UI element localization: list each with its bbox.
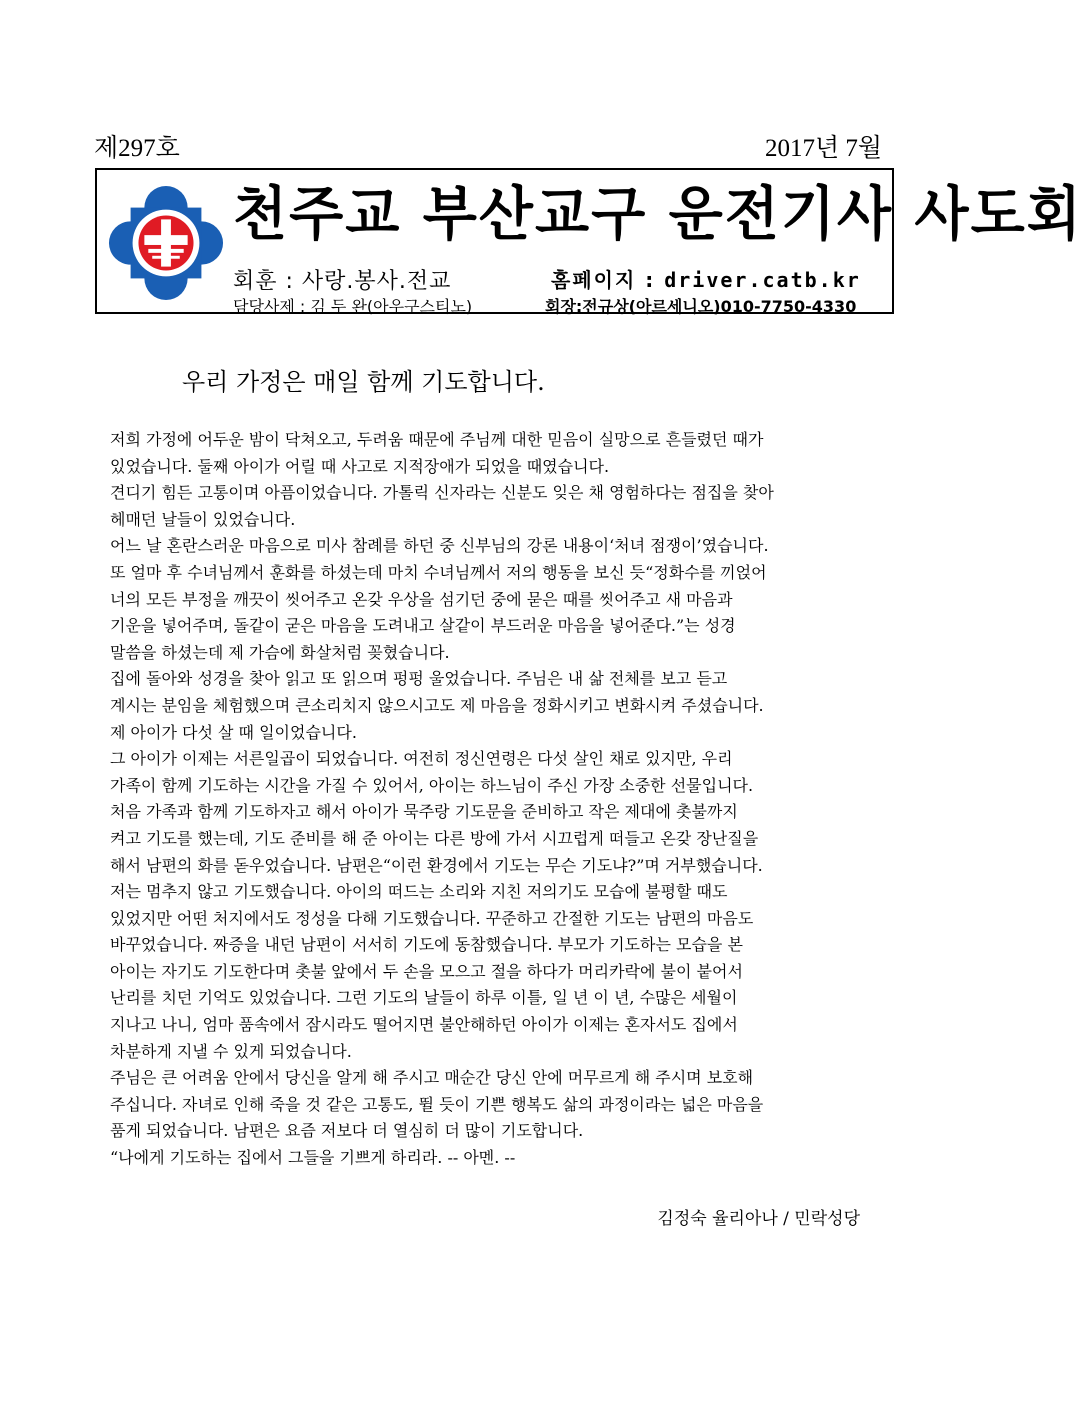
body-line: 바꾸었습니다. 짜증을 내던 남편이 서서히 기도에 동참했습니다. 부모가 기도하는 모습을 본 [110,935,743,955]
body-line: 너의 모든 부정을 깨끗이 씻어주고 온갖 우상을 섬기던 중에 묻은 때를 씻어주고 새 마음과 [110,589,733,609]
chaplain-priest: 담당사제 : 김 두 완(아우구스티노) [233,297,473,316]
body-line: 헤매던 날들이 있었습니다. [110,509,296,529]
motto: 회훈 : 사랑.봉사.전교 [233,269,452,294]
body-line: 기운을 넣어주며, 돌같이 굳은 마음을 도려내고 살같이 부드러운 마음을 넣어준다.”는 성경 [110,616,736,636]
homepage [551,264,861,293]
body-line: 주십니다. 자녀로 인해 죽을 것 같은 고통도, 뛸 듯이 기쁜 행복도 삶의 과정이라는 넓은 마음을 [110,1094,764,1114]
body-line: 견디기 힘든 고통이며 아픔이었습니다. 가톨릭 신자라는 신분도 잊은 채 영험하다는 점집을 찾아 [110,483,774,503]
body-line: 품게 되었습니다. 남편은 요즘 저보다 더 열심히 더 많이 기도합니다. [110,1121,584,1141]
body-line: 아이는 자기도 기도한다며 촛불 앞에서 두 손을 모으고 절을 하다가 머리카락에 불이 붙어서 [110,961,743,981]
body-line: 처음 가족과 함께 기도하자고 해서 아이가 묵주랑 기도문을 준비하고 작은 제대에 촛불까지 [110,802,738,822]
body-line: 켜고 기도를 했는데, 기도 준비를 해 준 아이는 다른 방에 가서 시끄럽게 떠들고 온갖 장난질을 [110,828,759,848]
body-line: 있었습니다. 둘째 아이가 어릴 때 사고로 지적장애가 되었을 때였습니다. [110,456,610,476]
body-line: 있었지만 어떤 처지에서도 정성을 다해 기도했습니다. 꾸준하고 간절한 기도는 남편의 마음도 [110,908,754,928]
article-title: 우리 가정은 매일 함께 기도합니다. [182,368,545,396]
organization-title: 천주교 부산교구 운전기사 사도회 [233,180,1083,249]
church-cross-logo-icon [107,184,225,302]
homepage-label: 홈페이지 : [551,268,656,292]
body-line: “나에게 기도하는 집에서 그들을 기쁘게 하리라. -- 아멘. -- [110,1148,516,1168]
body-line: 제 아이가 다섯 살 때 일이었습니다. [110,722,357,742]
homepage-link[interactable]: driver.catb.kr [664,268,861,292]
body-line: 또 얼마 후 수녀님께서 훈화를 하셨는데 마치 수녀님께서 저의 행동을 보신 듯“정화수를 끼얹어 [110,562,767,582]
staff-row [233,294,888,314]
issue-header [94,128,882,160]
body-line: 차분하게 지낼 수 있게 되었습니다. [110,1041,352,1061]
body-line: 그 아이가 이제는 서른일곱이 되었습니다. 여전히 정신연령은 다섯 살인 채로 있지만, 우리 [110,749,733,769]
author-signature: 김정숙 율리아나 / 민락성당 [657,1209,860,1229]
body-line: 해서 남편의 화를 돋우었습니다. 남편은“이런 환경에서 기도는 무슨 기도냐?”며 거부했습니다. [110,855,763,875]
body-line: 계시는 분임을 체험했으며 큰소리치지 않으시고도 제 마음을 정화시키고 변화시켜 주셨습니다. [110,695,764,715]
article-body [110,427,850,1172]
motto-row [233,264,888,294]
body-line: 말씀을 하셨는데 제 가슴에 화살처럼 꽂혔습니다. [110,642,450,662]
body-line: 지나고 나니, 엄마 품속에서 잠시라도 떨어지면 불안해하던 아이가 이제는 혼자서도 집에서 [110,1015,738,1035]
body-line: 주님은 큰 어려움 안에서 당신을 알게 해 주시고 매순간 당신 안에 머무르게 해 주시며 보호해 [110,1068,754,1088]
masthead [95,168,1083,316]
body-line: 어느 날 혼란스러운 마음으로 미사 참례를 하던 중 신부님의 강론 내용이‘처녀 점쟁이’였습니다. [110,536,769,556]
body-line: 난리를 치던 기억도 있었습니다. 그런 기도의 날들이 하루 이틀, 일 년 이 년, 수많은 세월이 [110,988,738,1008]
issue-number: 제297호 [94,135,180,162]
body-line: 저는 멈추지 않고 기도했습니다. 아이의 떠드는 소리와 지친 저의기도 모습에 불평할 때도 [110,882,728,902]
president-contact: 회장:전규상(아르세니오)010-7750-4330 [545,297,857,316]
body-line: 집에 돌아와 성경을 찾아 읽고 또 읽으며 펑펑 울었습니다. 주님은 내 삶 전체를 보고 듣고 [110,669,728,689]
body-line: 저희 가정에 어두운 밤이 닥쳐오고, 두려움 때문에 주님께 대한 믿음이 실망으로 흔들렸던 때가 [110,430,764,449]
issue-date: 2017년 7월 [764,135,882,162]
body-line: 가족이 함께 기도하는 시간을 가질 수 있어서, 아이는 하느님이 주신 가장 소중한 선물입니다. [110,775,754,795]
